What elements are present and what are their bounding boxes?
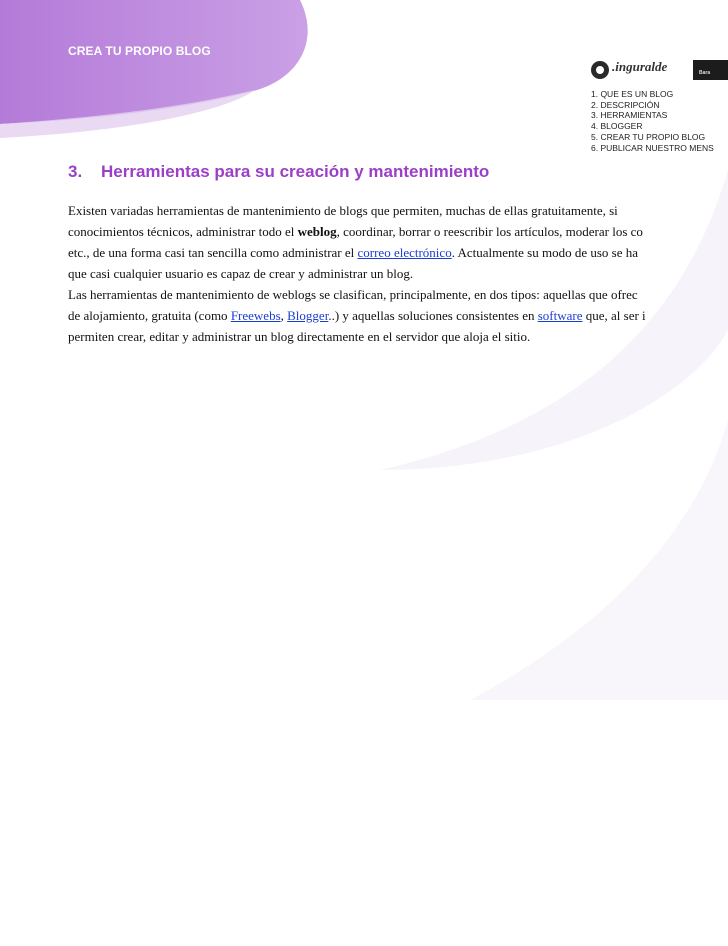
correo-electronico-link[interactable]: correo electrónico — [357, 245, 452, 260]
inguralde-logo-mark-icon — [591, 61, 609, 79]
paragraph-1-line-1: Existen variadas herramientas de mantenimiento de blogs que permiten, muchas de ellas gratuitamente, si — [68, 203, 618, 218]
section-number: 3. — [68, 162, 83, 181]
toc-item[interactable]: 3. HERRAMIENTAS — [591, 110, 668, 121]
text-run: , — [280, 308, 288, 323]
paragraph-1-line-2 — [68, 221, 643, 242]
paragraph-2-line-2 — [68, 305, 646, 326]
header-title: CREA TU PROPIO BLOG — [68, 44, 211, 58]
text-run: , coordinar, borrar o reescribir los artículos, moderar los co — [336, 224, 643, 239]
toc-item[interactable]: 4. BLOGGER — [591, 121, 643, 132]
software-link[interactable]: software — [537, 308, 583, 323]
paragraph-2-line-1: Las herramientas de mantenimiento de weblogs se clasifican, principalmente, en dos tipos: aquellas que ofrec — [68, 287, 638, 302]
section-heading — [68, 162, 489, 182]
partner-logo-text: Bara — [699, 70, 711, 76]
toc-item[interactable]: 6. PUBLICAR NUESTRO MENS — [591, 142, 714, 153]
text-run: conocimientos técnicos, administrar todo el — [68, 224, 298, 239]
paragraph-2-line-3: permiten crear, editar y administrar un blog directamente en el servidor que aloja el sitio. — [68, 329, 531, 344]
paragraph-1 — [68, 200, 643, 284]
text-run: ..) y aquellas soluciones consistentes en — [328, 308, 538, 323]
paragraph-1-line-3 — [68, 242, 643, 263]
text-run: . Actualmente su modo de uso se ha — [451, 245, 639, 260]
paragraph-1-line-4: que casi cualquier usuario es capaz de crear y administrar un blog. — [68, 266, 414, 281]
partner-logo — [693, 60, 728, 80]
blogger-link[interactable]: Blogger — [287, 308, 329, 323]
section-title-text: Herramientas para su creación y mantenimiento — [101, 162, 490, 181]
text-run: etc., de una forma casi tan sencilla como administrar el — [68, 245, 358, 260]
inguralde-logo — [591, 58, 667, 82]
inguralde-logo-text: .inguralde — [612, 59, 668, 74]
text-run: que, al ser i — [582, 308, 646, 323]
toc-item[interactable]: 1. QUE ES UN BLOG — [591, 89, 674, 99]
paragraph-2 — [68, 284, 646, 347]
bold-weblog: weblog — [297, 224, 337, 239]
toc-item[interactable]: 5. CREAR TU PROPIO BLOG — [591, 131, 706, 142]
freewebs-link[interactable]: Freewebs — [230, 308, 281, 323]
table-of-contents — [591, 89, 714, 153]
text-run: de alojamiento, gratuita (como — [68, 308, 231, 323]
toc-item[interactable]: 2. DESCRIPCIÓN — [591, 99, 660, 110]
